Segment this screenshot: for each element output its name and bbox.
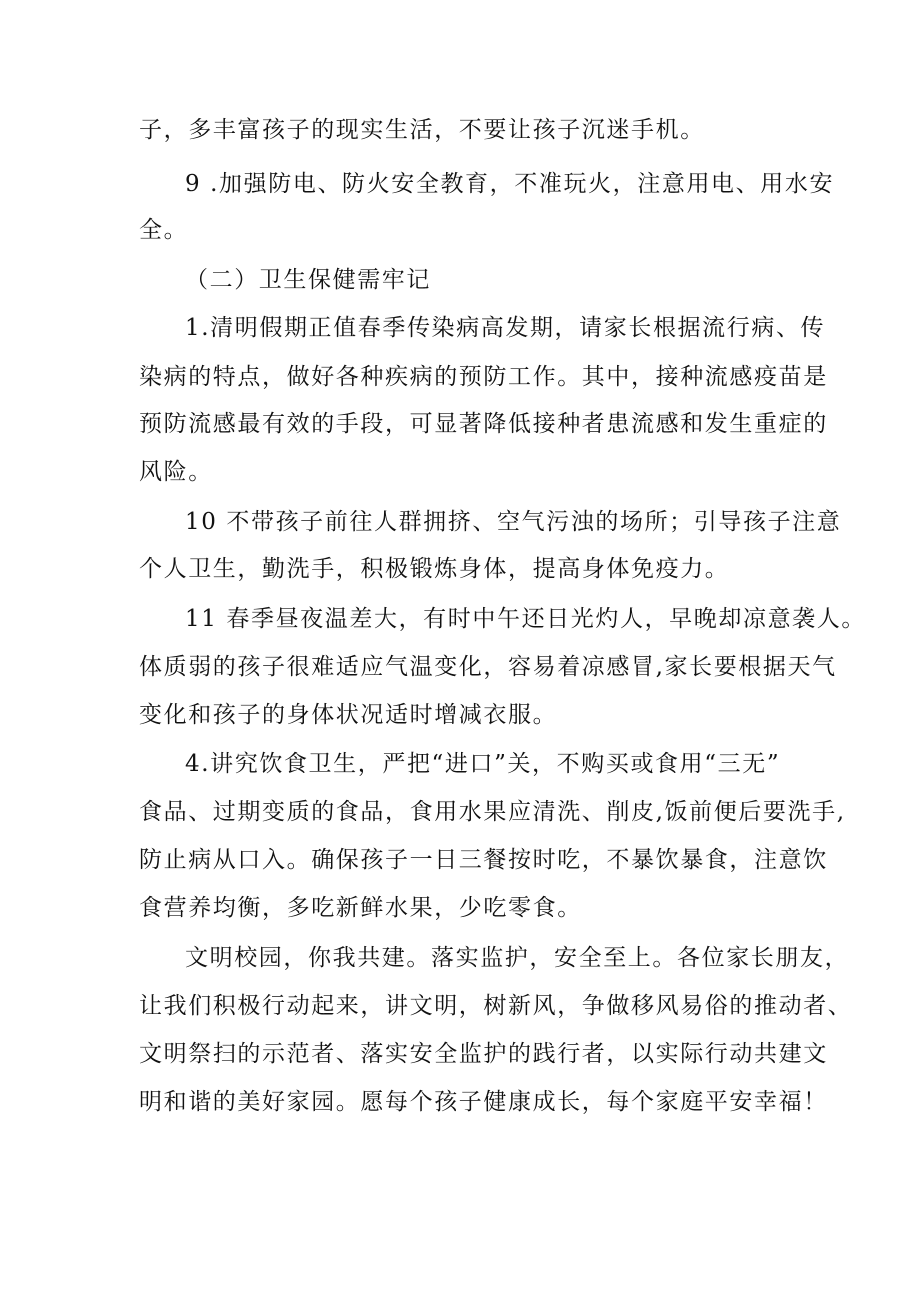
text-line: 文明校园，你我共建。落实监护，安全至上。各位家长朋友， [185,945,850,971]
section-heading: （二）卫生保健需牢记 [185,267,431,293]
text-line: 防止病从口入。确保孩子一日三餐按时吃，不暴饮暴食，注意饮 [139,847,828,873]
text-line: 4.讲究饮食卫生，严把“进口”关，不购买或食用“三无” [185,751,781,777]
text-line: 10 不带孩子前往人群拥挤、空气污浊的场所；引导孩子注意 [185,509,842,535]
text-line: 11 春季昼夜温差大，有时中午还日光灼人，早晚却凉意袭人。 [185,606,866,632]
text-line: 个人卫生，勤洗手，积极锻炼身体，提高身体免疫力。 [139,556,730,582]
text-line: 食营养均衡，多吃新鲜水果，少吃零食。 [139,895,582,921]
text-line: 1.清明假期正值春季传染病高发期，请家长根据流行病、传 [185,315,826,341]
text-line: 9 .加强防电、防火安全教育，不准玩火，注意用电、用水安 [185,171,835,197]
text-line: 食品、过期变质的食品，食用水果应清洗、削皮,饭前便后要洗手, [139,799,846,825]
text-line: 染病的特点，做好各种疾病的预防工作。其中，接种流感疫苗是 [139,364,828,390]
text-line: 全。 [139,217,189,243]
text-line: 文明祭扫的示范者、落实安全监护的践行者，以实际行动共建文 [139,1041,828,1067]
text-line: 让我们积极行动起来，讲文明，树新风，争做移风易俗的推动者、 [139,993,853,1019]
text-line: 明和谐的美好家园。愿每个孩子健康成长，每个家庭平安幸福！ [139,1089,828,1115]
text-line: 风险。 [139,459,213,485]
text-line: 变化和孩子的身体状况适时增减衣服。 [139,702,558,728]
text-line: 子，多丰富孩子的现实生活，不要让孩子沉迷手机。 [139,117,705,143]
text-line: 预防流感最有效的手段，可显著降低接种者患流感和发生重症的 [139,411,828,437]
text-line: 体质弱的孩子很难适应气温变化，容易着凉感冒,家长要根据天气 [139,654,837,680]
